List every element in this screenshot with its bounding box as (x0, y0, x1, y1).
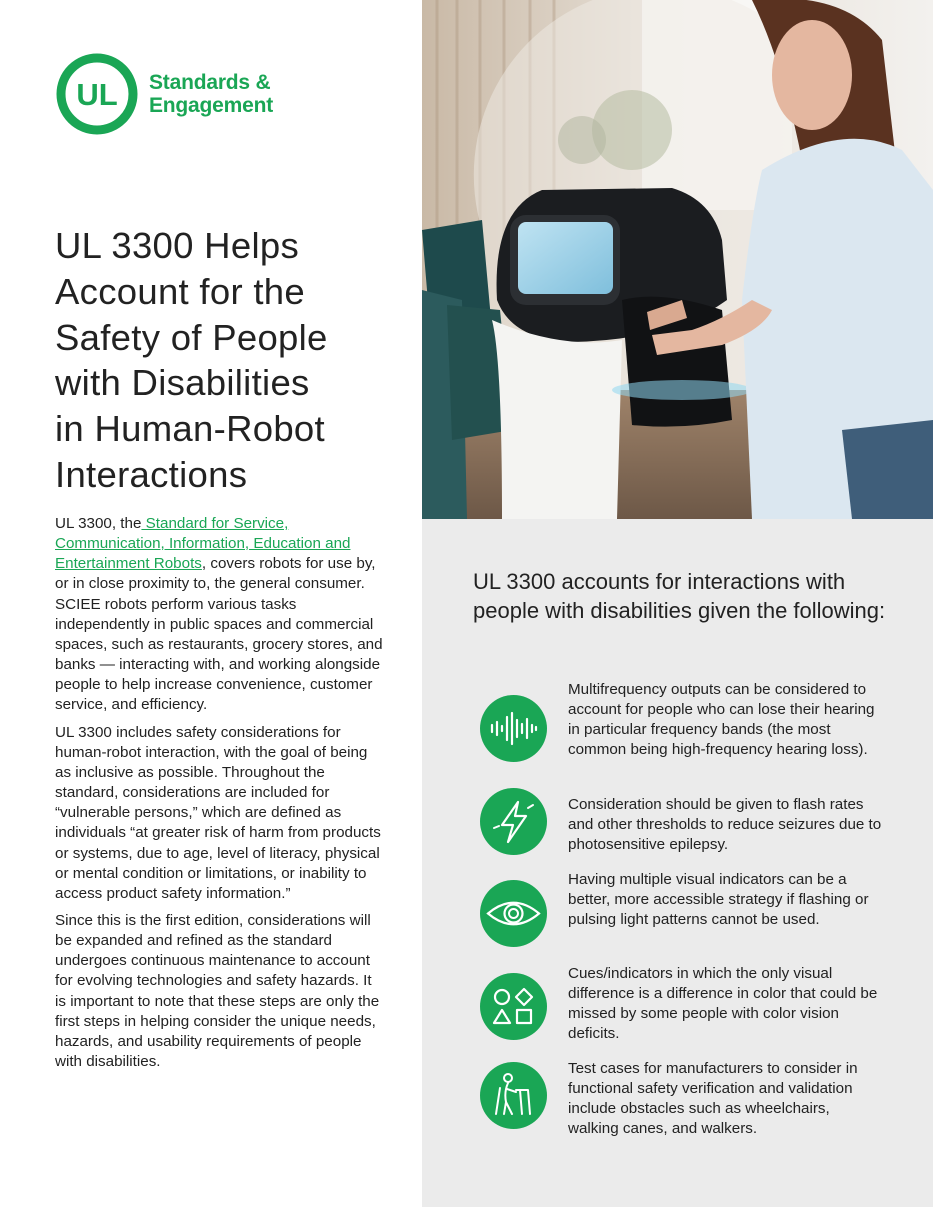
shapes-icon (480, 973, 547, 1040)
logo-line-1: Standards & (149, 71, 271, 94)
title-line: UL 3300 Helps (55, 225, 300, 266)
intro-lead: UL 3300, the (55, 515, 142, 532)
logo-line-2: Engagement (149, 94, 274, 117)
page-title (55, 223, 395, 498)
title-line: in Human-Robot (55, 408, 325, 450)
eye-icon (480, 880, 547, 947)
paragraph-2: UL 3300 includes safety considerations for human-robot interaction, with the goal of being as inclusive as possible. Throughout the standard, considerations are included for “vulnerable persons,” which are defined as individuals “at greater risk of harm from products or systems, due to age, level of literacy, physical or mental condition or limitations, or inability to access product safety information.” (55, 723, 381, 902)
ul-logo (56, 53, 273, 135)
paragraph-3: Since this is the first edition, considerations will be expanded and refined as the standard undergoes continuous maintenance to account for evolving technologies and safety hazards. It is important to note that these steps are only the first steps in helping consider the unique needs, hazards, and usability requirements of people with disabilities. (55, 911, 380, 1071)
hero-photo (422, 0, 933, 519)
title-line: Account for the (55, 270, 306, 312)
title-line: with Disabilities (55, 362, 310, 404)
panel-heading: UL 3300 accounts for interactions with people with disabilities given the following: (473, 569, 886, 624)
ul-logo-mark (56, 53, 138, 135)
title-line: Interactions (55, 453, 248, 495)
feature-text: Cues/indicators in which the only visual difference is a difference in color that could be missed by some people with color vision deficits. (568, 965, 878, 1043)
standard-link[interactable]: Standard for Service, Communication, Information, Education and Entertainment Robots (55, 515, 351, 573)
feature-text: Test cases for manufacturers to consider in functional safety verification and validation include obstacles such as wheelchairs, walking canes, and walkers. (568, 1060, 858, 1138)
left-column (0, 0, 422, 1207)
feature-text: Having multiple visual indicators can be a better, more accessible strategy if flashing or pulsing light patterns cannot be used. (568, 871, 869, 929)
feature-text: Consideration should be given to flash rates and other thresholds to reduce seizures due to photosensitive epilepsy. (568, 796, 882, 854)
lightning-icon (480, 788, 547, 855)
intro-paragraph (55, 514, 385, 716)
mobility-aid-icon (480, 1062, 547, 1129)
title-line: Safety of People (55, 316, 328, 358)
svg-text:UL: UL (76, 77, 118, 112)
body-text (55, 514, 385, 1079)
sound-wave-icon (480, 695, 547, 762)
logo-wordmark (149, 71, 273, 117)
feature-text: Multifrequency outputs can be considered to account for people who can lose their hearing in particular frequency bands (the most common being high-frequency hearing loss). (568, 681, 875, 759)
intro-rest: , covers robots for use by, or in close proximity to, the general consumer. SCIEE robots perform various tasks independently in public spaces and commercial spaces, such as restaurants, grocery stores, and banks — interacting with, and working alongside people to help increase convenience, customer service, and efficiency. (55, 555, 383, 714)
